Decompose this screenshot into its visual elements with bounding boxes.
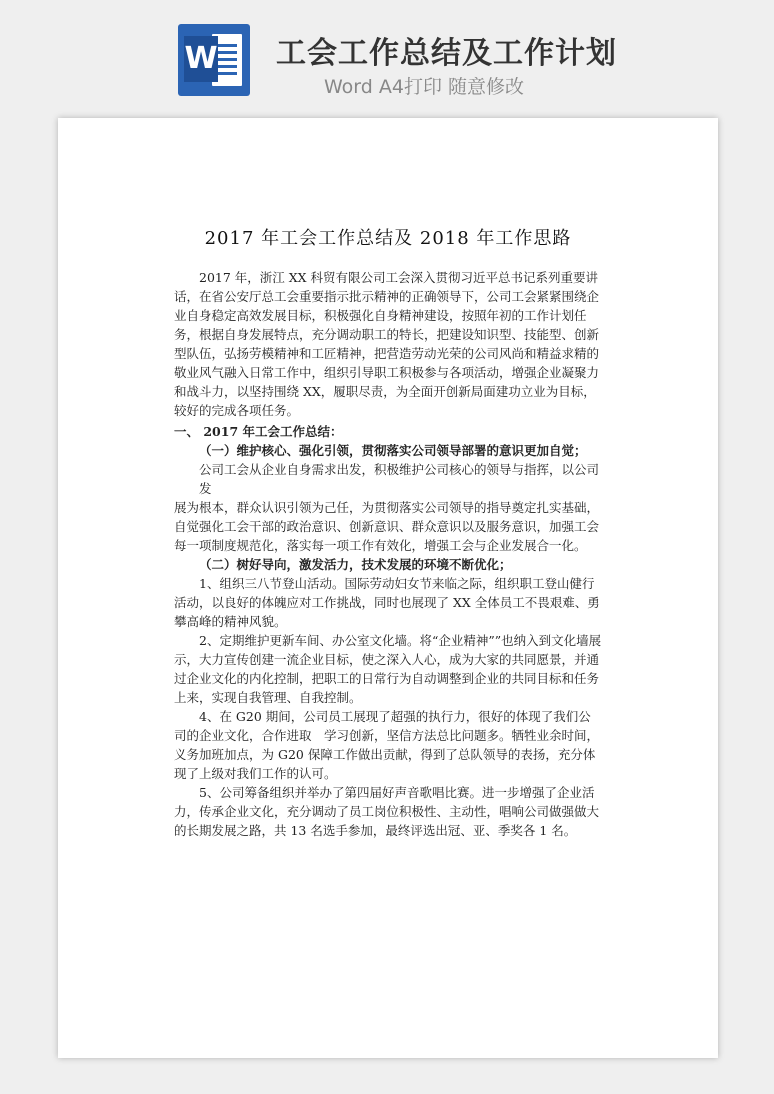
section-heading-1: 一、 2017 年工会工作总结：	[174, 424, 343, 439]
list-item-5: 5、公司筹备组织并举办了第四届好声音歌唱比赛。进一步增强了企业活力，传承企业文化，充分调动了员工岗位积极性、主动性，唱响公司做强做大的长期发展之路，共 13 名选手参加，最终评选出冠、亚、季奖各 1 名。	[174, 785, 600, 838]
word-icon-letter: W	[184, 36, 218, 82]
banner-title: 工会工作总结及工作计划	[276, 36, 617, 71]
header-banner	[0, 0, 774, 110]
subsection-heading-1: （一）维护核心、强化引领，贯彻落实公司领导部署的意识更加自觉；	[199, 443, 587, 458]
paragraph: 展为根本，群众认识引领为己任，为贯彻落实公司领导的指导奠定扎实基础，自觉强化工会干部的政治意识、创新意识、群众意识以及服务意识，加强工会每一项制度规范化，落实每一项工作有效化，增强工会与企业发展合一化。	[174, 500, 600, 553]
document-title: 2017 年工会工作总结及 2018 年工作思路	[204, 228, 572, 249]
list-item-2: 2、定期维护更新车间、办公室文化墙。将“企业精神””也纳入到文化墙展示，大力宣传创建一流企业目标，使之深入人心，成为大家的共同愿景，并通过企业文化的内化控制，把职工的日常行为自动调整到企业的共同目标和任务上来，实现自我管理、自我控制。	[174, 633, 602, 705]
intro-paragraph: 2017 年，浙江 XX 科贸有限公司工会深入贯彻习近平总书记系列重要讲话，在省公安厅总工会重要指示批示精神的正确领导下，公司工会紧紧围绕企业自身稳定高效发展目标，积极强化自身精神建设，按照年初的工作计划任务，根据自身发展特点，充分调动职工的特长，把建设知识型、技能型、创新型队伍，弘扬劳模精神和工匠精神，把营造劳动光荣的公司风尚和精益求精的敬业风气融入日常工作中，组织引导职工积极参与各项活动，增强企业凝聚力和战斗力，以坚持围绕 XX，履职尽责，为全面开创新局面建功立业为目标，较好的完成各项任务。	[174, 270, 600, 418]
banner-subtitle: Word A4打印 随意修改	[324, 76, 525, 98]
subsection-heading-2: （二）树好导向，激发活力，技术发展的环境不断优化；	[199, 557, 512, 572]
document-page	[58, 118, 718, 1058]
list-item-1: 1、组织三八节登山活动。国际劳动妇女节来临之际，组织职工登山健行活动，以良好的体魄应对工作挑战，同时也展现了 XX 全体员工不畏艰难、勇攀高峰的精神风貌。	[174, 576, 600, 629]
paragraph-line: 公司工会从企业自身需求出发，积极维护公司核心的领导与指挥，以公司发	[199, 462, 600, 496]
word-document-icon	[178, 24, 250, 96]
document-body	[174, 268, 602, 840]
list-item-4: 4、在 G20 期间，公司员工展现了超强的执行力，很好的体现了我们公司的企业文化，合作进取 学习创新，坚信方法总比问题多。牺牲业余时间，义务加班加点，为 G20 保障工作做出贡献，得到了总队领导的表扬，充分体现了上级对我们工作的认可。	[174, 709, 600, 781]
